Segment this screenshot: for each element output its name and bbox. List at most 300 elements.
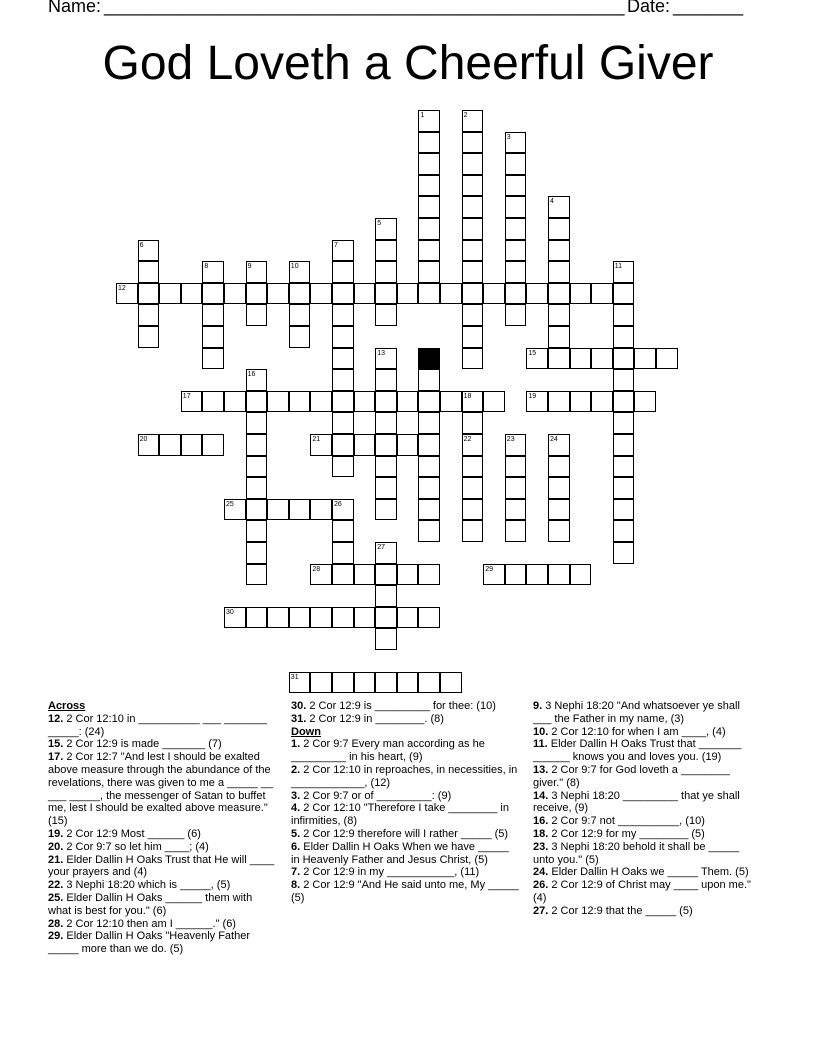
grid-cell[interactable] — [332, 412, 354, 434]
clue-item-number: 19. — [48, 827, 64, 840]
grid-cell[interactable] — [397, 283, 419, 305]
clue-item — [48, 854, 278, 880]
grid-cell[interactable] — [548, 456, 570, 478]
grid-cell[interactable] — [397, 434, 419, 456]
clue-item-number: 18. — [533, 827, 549, 840]
grid-cell[interactable] — [246, 412, 268, 434]
grid-cell[interactable] — [202, 283, 224, 305]
grid-cell[interactable] — [289, 283, 311, 305]
grid-cell[interactable] — [375, 261, 397, 283]
grid-cell[interactable] — [613, 283, 635, 305]
grid-cell[interactable] — [418, 153, 440, 175]
clue-column-3 — [533, 700, 758, 918]
grid-cell[interactable] — [505, 520, 527, 542]
grid-cell[interactable] — [462, 456, 484, 478]
clue-item-text: Elder Dallin H Oaks Trust that He will ____ your prayers and (4) — [48, 853, 275, 879]
grid-cell[interactable] — [505, 196, 527, 218]
grid-cell[interactable] — [246, 391, 268, 413]
clue-item-number: 26. — [533, 879, 549, 892]
grid-cell[interactable] — [397, 672, 419, 694]
clue-item-text: 2 Cor 12:10 for when I am ____, (4) — [548, 725, 726, 738]
clue-number: 18 — [463, 392, 472, 400]
grid-cell[interactable] — [375, 672, 397, 694]
grid-cell[interactable] — [548, 283, 570, 305]
grid-cell[interactable] — [354, 283, 376, 305]
clue-number: 30 — [226, 608, 234, 616]
grid-cell[interactable] — [591, 348, 613, 370]
grid-cell[interactable] — [483, 283, 505, 305]
clue-item-number: 10. — [533, 725, 549, 738]
grid-cell[interactable] — [332, 672, 354, 694]
grid-cell[interactable] — [526, 564, 548, 586]
clue-number: 19 — [528, 392, 537, 400]
grid-cell[interactable] — [332, 607, 354, 629]
clue-item-text: 2 Cor 12:9 "And He said unto me, My _____ (5) — [291, 879, 519, 904]
clue-item — [291, 764, 519, 790]
across-clue-list — [48, 713, 278, 956]
grid-cell[interactable] — [462, 326, 484, 348]
grid-cell[interactable] — [505, 240, 527, 262]
grid-cell[interactable] — [267, 499, 289, 521]
grid-cell[interactable] — [289, 304, 311, 326]
grid-cell[interactable] — [202, 348, 224, 370]
clue-number: 3 — [506, 133, 511, 141]
grid-cell[interactable] — [505, 218, 527, 240]
grid-cell[interactable] — [310, 607, 332, 629]
grid-cell[interactable] — [613, 499, 635, 521]
clue-item-text: 3 Nephi 18:20 _________ that ye shall receive, (9) — [533, 789, 740, 815]
clue-item-number: 4. — [291, 802, 301, 815]
clue-item — [48, 930, 278, 956]
clue-number: 8 — [204, 263, 209, 271]
clue-item-text: 2 Cor 12:7 "And lest I should be exalted above measure through the abundance of the revelations, there was given to me a _____ __ ___ _____, the messenger of Satan to buffet me, lest I should be exalted above measure." (15) — [48, 751, 274, 828]
grid-cell[interactable] — [505, 261, 527, 283]
clue-item-number: 16. — [533, 815, 549, 828]
grid-cell[interactable] — [246, 477, 268, 499]
grid-cell[interactable] — [591, 391, 613, 413]
across-clue-list-cont — [291, 700, 519, 726]
clue-number: 21 — [312, 436, 321, 443]
grid-cell[interactable] — [375, 240, 397, 262]
clue-number: 14 — [420, 349, 429, 357]
clue-item — [48, 879, 278, 892]
name-label: Name: — [48, 0, 102, 16]
grid-cell[interactable] — [375, 585, 397, 607]
grid-cell[interactable] — [462, 240, 484, 262]
grid-cell[interactable] — [548, 348, 570, 370]
grid-cell[interactable] — [202, 434, 224, 456]
clue-number: 4 — [550, 198, 554, 206]
clue-item-number: 5. — [291, 827, 301, 840]
clue-item — [533, 841, 758, 867]
clue-number: 24 — [550, 436, 558, 443]
grid-cell[interactable] — [332, 434, 354, 456]
grid-cell[interactable] — [634, 391, 656, 413]
grid-cell[interactable] — [613, 434, 635, 456]
grid-cell[interactable] — [246, 456, 268, 478]
grid-cell[interactable] — [246, 499, 268, 521]
clue-item-text: 2 Cor 9:7 for God loveth a ________ giver." (8) — [533, 763, 730, 789]
grid-cell[interactable] — [202, 391, 224, 413]
clue-item — [291, 828, 519, 841]
grid-cell[interactable] — [310, 499, 332, 521]
clue-item-text: 2 Cor 12:10 in __________ ___ _______ _____: (24) — [48, 712, 267, 738]
clue-item-text: 2 Cor 9:7 Every man according as he _________ in his heart, (9) — [291, 738, 485, 764]
name-line[interactable]: ____________________________________________________ — [104, 0, 625, 16]
grid-cell[interactable] — [634, 348, 656, 370]
grid-cell[interactable] — [375, 304, 397, 326]
clue-item — [533, 700, 758, 726]
grid-cell[interactable] — [289, 607, 311, 629]
grid-cell[interactable] — [505, 456, 527, 478]
clue-number: 27 — [377, 544, 385, 551]
grid-cell[interactable] — [440, 391, 462, 413]
clue-number: 15 — [528, 349, 537, 357]
clue-item — [291, 700, 519, 713]
grid-cell[interactable] — [246, 283, 268, 305]
grid-cell[interactable] — [354, 391, 376, 413]
grid-cell[interactable] — [397, 391, 419, 413]
clue-item-text: 2 Cor 9:7 so let him ____; (4) — [63, 840, 209, 853]
grid-cell[interactable] — [267, 391, 289, 413]
clue-item-number: 9. — [533, 700, 543, 712]
grid-cell[interactable] — [440, 283, 462, 305]
clue-item-text: 2 Cor 12:9 of Christ may ____ upon me." (4) — [533, 879, 751, 904]
grid-cell[interactable] — [375, 369, 397, 391]
grid-cell[interactable] — [289, 326, 311, 348]
grid-cell[interactable] — [375, 628, 397, 650]
clue-item-number: 8. — [291, 879, 301, 892]
grid-cell[interactable] — [418, 218, 440, 240]
date-label: Date: — [627, 0, 671, 16]
clue-number: 31 — [290, 673, 299, 681]
clue-item-number: 15. — [48, 738, 64, 751]
grid-cell[interactable] — [418, 477, 440, 499]
grid-cell[interactable] — [397, 607, 419, 629]
clue-item — [291, 790, 519, 803]
clue-item-number: 25. — [48, 891, 64, 904]
grid-cell[interactable] — [548, 477, 570, 499]
grid-cell[interactable] — [375, 456, 397, 478]
grid-cell[interactable] — [418, 391, 440, 413]
down-clue-list-cont — [533, 700, 758, 918]
grid-cell[interactable] — [397, 564, 419, 586]
grid-cell[interactable] — [548, 520, 570, 542]
clue-item-number: 22. — [48, 879, 64, 892]
clue-item — [291, 879, 519, 905]
clue-number: 22 — [463, 436, 472, 443]
grid-cell[interactable] — [375, 434, 397, 456]
grid-cell[interactable] — [505, 477, 527, 499]
grid-cell[interactable] — [505, 283, 527, 305]
grid-cell[interactable] — [418, 175, 440, 197]
grid-cell[interactable] — [418, 412, 440, 434]
clue-item-text: 2 Cor 12:10 "Therefore I take ________ in infirmities, (8) — [291, 802, 509, 828]
grid-cell[interactable] — [613, 326, 635, 348]
clue-item-text: 2 Cor 12:9 in my ___________, (11) — [300, 866, 480, 879]
down-clue-list — [291, 738, 519, 904]
clue-number: 29 — [485, 565, 493, 573]
clue-item-number: 7. — [291, 866, 301, 879]
grid-cell[interactable] — [418, 607, 440, 629]
grid-cell[interactable] — [418, 261, 440, 283]
grid-cell[interactable] — [332, 391, 354, 413]
grid-cell[interactable] — [613, 520, 635, 542]
grid-cell[interactable] — [267, 283, 289, 305]
clue-column-2 — [291, 700, 519, 905]
grid-cell[interactable] — [332, 542, 354, 564]
grid-cell[interactable] — [138, 326, 160, 348]
grid-cell[interactable] — [246, 564, 268, 586]
clue-item-number: 11. — [533, 738, 548, 751]
grid-cell[interactable] — [505, 175, 527, 197]
clue-item — [291, 802, 519, 828]
grid-cell[interactable] — [462, 304, 484, 326]
grid-cell[interactable] — [462, 132, 484, 154]
grid-cell[interactable] — [418, 520, 440, 542]
grid-cell[interactable] — [418, 132, 440, 154]
clue-item — [291, 713, 519, 726]
grid-cell[interactable] — [418, 672, 440, 694]
grid-cell[interactable] — [375, 499, 397, 521]
grid-cell[interactable] — [354, 672, 376, 694]
clue-item-text: Elder Dallin H Oaks "Heavenly Father _____ more than we do. (5) — [48, 930, 250, 956]
grid-cell[interactable] — [462, 499, 484, 521]
grid-cell[interactable] — [224, 283, 246, 305]
grid-cell[interactable] — [375, 412, 397, 434]
clue-item-text: 2 Cor 12:9 is _________ for thee: (10) — [306, 700, 496, 712]
clue-item — [533, 879, 758, 905]
grid-cell[interactable] — [548, 564, 570, 586]
grid-cell[interactable] — [462, 348, 484, 370]
grid-cell[interactable] — [462, 261, 484, 283]
clue-item-number: 28. — [48, 917, 64, 930]
clue-item-text: 2 Cor 12:9 for my ________ (5) — [548, 827, 705, 840]
clue-item-text: 2 Cor 9:7 or of _________: (9) — [300, 789, 452, 802]
clue-item-text: Elder Dallin H Oaks Trust that _______ ______ knows you and loves you. (19) — [533, 738, 742, 764]
clue-item-text: Elder Dallin H Oaks we _____ Them. (5) — [548, 866, 749, 879]
grid-cell[interactable] — [159, 434, 181, 456]
across-heading: Across — [48, 700, 86, 712]
clue-item-text: Elder Dallin H Oaks ______ them with what is best for you." (6) — [48, 891, 253, 917]
clue-number: 16 — [247, 371, 256, 379]
grid-cell[interactable] — [159, 283, 181, 305]
grid-cell[interactable] — [462, 218, 484, 240]
grid-cell[interactable] — [462, 412, 484, 434]
grid-cell[interactable] — [354, 607, 376, 629]
grid-cell[interactable] — [548, 304, 570, 326]
grid-cell[interactable] — [613, 412, 635, 434]
clue-item-number: 3. — [291, 789, 301, 802]
grid-cell[interactable] — [332, 261, 354, 283]
clue-item-number: 14. — [533, 789, 549, 802]
grid-cell[interactable] — [224, 391, 246, 413]
grid-cell[interactable] — [613, 456, 635, 478]
clue-number: 13 — [377, 349, 385, 357]
grid-cell[interactable] — [656, 348, 678, 370]
clue-item-number: 1. — [291, 738, 301, 751]
grid-cell[interactable] — [505, 564, 527, 586]
grid-cell[interactable] — [138, 261, 160, 283]
clue-item — [533, 738, 758, 764]
grid-cell[interactable] — [613, 542, 635, 564]
grid-cell[interactable] — [613, 348, 635, 370]
clue-item — [291, 738, 519, 764]
grid-cell[interactable] — [375, 607, 397, 629]
clue-item-number: 2. — [291, 763, 301, 776]
grid-cell[interactable] — [289, 499, 311, 521]
grid-cell[interactable] — [354, 564, 376, 586]
grid-cell[interactable] — [548, 326, 570, 348]
grid-cell[interactable] — [570, 283, 592, 305]
clue-item-number: 20. — [48, 840, 64, 853]
clue-item-number: 12. — [48, 712, 64, 725]
grid-cell[interactable] — [462, 196, 484, 218]
clue-item-number: 27. — [533, 904, 549, 917]
clue-item — [48, 892, 278, 918]
grid-cell[interactable] — [246, 520, 268, 542]
clue-item — [533, 815, 758, 828]
grid-cell[interactable] — [181, 434, 203, 456]
grid-cell[interactable] — [246, 607, 268, 629]
grid-cell[interactable] — [418, 283, 440, 305]
grid-cell[interactable] — [418, 499, 440, 521]
grid-cell[interactable] — [332, 520, 354, 542]
clue-item-number: 13. — [533, 763, 549, 776]
grid-cell[interactable] — [246, 434, 268, 456]
clue-item-text: 2 Cor 9:7 not __________, (10) — [548, 815, 705, 828]
grid-cell[interactable] — [505, 499, 527, 521]
grid-cell[interactable] — [332, 369, 354, 391]
down-heading: Down — [291, 725, 321, 738]
clue-item — [533, 905, 758, 918]
clue-item-number: 31. — [291, 712, 307, 725]
grid-cell[interactable] — [462, 520, 484, 542]
grid-cell[interactable] — [418, 456, 440, 478]
grid-cell[interactable] — [332, 564, 354, 586]
grid-cell[interactable] — [570, 564, 592, 586]
grid-cell[interactable] — [548, 218, 570, 240]
clue-number: 7 — [334, 241, 338, 249]
grid-cell[interactable] — [613, 391, 635, 413]
clue-number: 12 — [118, 284, 126, 292]
clue-number: 28 — [312, 565, 321, 573]
clue-item-number: 24. — [533, 866, 549, 879]
clue-item — [48, 751, 278, 828]
clue-item — [291, 866, 519, 879]
grid-cell[interactable] — [138, 304, 160, 326]
clue-item — [533, 866, 758, 879]
clue-item — [291, 841, 519, 867]
grid-cell[interactable] — [548, 499, 570, 521]
grid-cell[interactable] — [418, 564, 440, 586]
grid-cell[interactable] — [418, 240, 440, 262]
grid-cell[interactable] — [310, 283, 332, 305]
grid-cell[interactable] — [310, 672, 332, 694]
grid-cell[interactable] — [246, 304, 268, 326]
grid-cell[interactable] — [332, 456, 354, 478]
grid-cell[interactable] — [181, 283, 203, 305]
clue-item-text: Elder Dallin H Oaks When we have _____ in Heavenly Father and Jesus Christ, (5) — [291, 840, 509, 866]
clue-item-number: 17. — [48, 751, 64, 764]
clue-item-number: 21. — [48, 853, 64, 866]
clue-number: 1 — [420, 112, 425, 119]
grid-cell[interactable] — [505, 153, 527, 175]
clue-item-number: 29. — [48, 930, 64, 943]
grid-cell[interactable] — [246, 542, 268, 564]
grid-cell[interactable] — [613, 304, 635, 326]
clue-number: 6 — [139, 241, 144, 249]
clue-item — [533, 726, 758, 739]
clue-item — [533, 828, 758, 841]
grid-cell[interactable] — [332, 326, 354, 348]
clue-item — [48, 828, 278, 841]
grid-cell[interactable] — [375, 477, 397, 499]
grid-cell[interactable] — [440, 672, 462, 694]
grid-cell[interactable] — [418, 369, 440, 391]
clue-number: 10 — [290, 263, 299, 271]
clue-item-text: 2 Cor 12:9 Most ______ (6) — [63, 827, 201, 840]
clue-item-text: 3 Nephi 18:20 behold it shall be _____ unto you." (5) — [533, 840, 740, 866]
grid-cell[interactable] — [418, 196, 440, 218]
grid-cell[interactable] — [613, 369, 635, 391]
grid-cell[interactable] — [462, 477, 484, 499]
grid-cell[interactable] — [310, 391, 332, 413]
grid-cell[interactable] — [526, 283, 548, 305]
clue-number: 5 — [377, 220, 382, 227]
date-line[interactable]: _______ — [673, 0, 744, 16]
clue-item-text: 2 Cor 12:9 is made _______ (7) — [63, 738, 222, 751]
clue-number: 20 — [139, 436, 148, 443]
clue-item-text: 2 Cor 12:9 that the _____ (5) — [548, 904, 693, 917]
clue-number: 17 — [182, 392, 191, 400]
grid-cell[interactable] — [505, 304, 527, 326]
grid-cell[interactable] — [267, 607, 289, 629]
grid-cell[interactable] — [354, 434, 376, 456]
clue-item-text: 2 Cor 12:10 in reproaches, in necessities, in ____________, (12) — [291, 763, 518, 789]
grid-cell[interactable] — [418, 434, 440, 456]
grid-cell[interactable] — [548, 240, 570, 262]
grid-cell[interactable] — [332, 304, 354, 326]
clue-item-text: 2 Cor 12:9 in ________. (8) — [306, 712, 444, 725]
grid-cell[interactable] — [548, 261, 570, 283]
grid-cell[interactable] — [548, 391, 570, 413]
grid-cell[interactable] — [375, 564, 397, 586]
grid-cell[interactable] — [138, 283, 160, 305]
grid-cell[interactable] — [483, 391, 505, 413]
grid-cell[interactable] — [613, 477, 635, 499]
clue-number: 9 — [247, 263, 252, 271]
grid-cell[interactable] — [289, 391, 311, 413]
grid-cell[interactable] — [570, 391, 592, 413]
grid-cell[interactable] — [591, 283, 613, 305]
grid-cell[interactable] — [202, 326, 224, 348]
grid-cell[interactable] — [570, 348, 592, 370]
grid-cell[interactable] — [462, 153, 484, 175]
grid-cell[interactable] — [462, 283, 484, 305]
grid-cell[interactable] — [332, 283, 354, 305]
grid-cell[interactable] — [375, 391, 397, 413]
clue-number: 11 — [614, 263, 623, 271]
grid-cell[interactable] — [332, 348, 354, 370]
grid-cell[interactable] — [375, 283, 397, 305]
grid-cell[interactable] — [202, 304, 224, 326]
grid-cell[interactable] — [462, 175, 484, 197]
clue-item-text: 3 Nephi 18:20 which is _____, (5) — [63, 879, 231, 892]
clue-number: 26 — [334, 500, 342, 508]
clue-column-1 — [48, 700, 278, 956]
clue-item — [533, 790, 758, 816]
